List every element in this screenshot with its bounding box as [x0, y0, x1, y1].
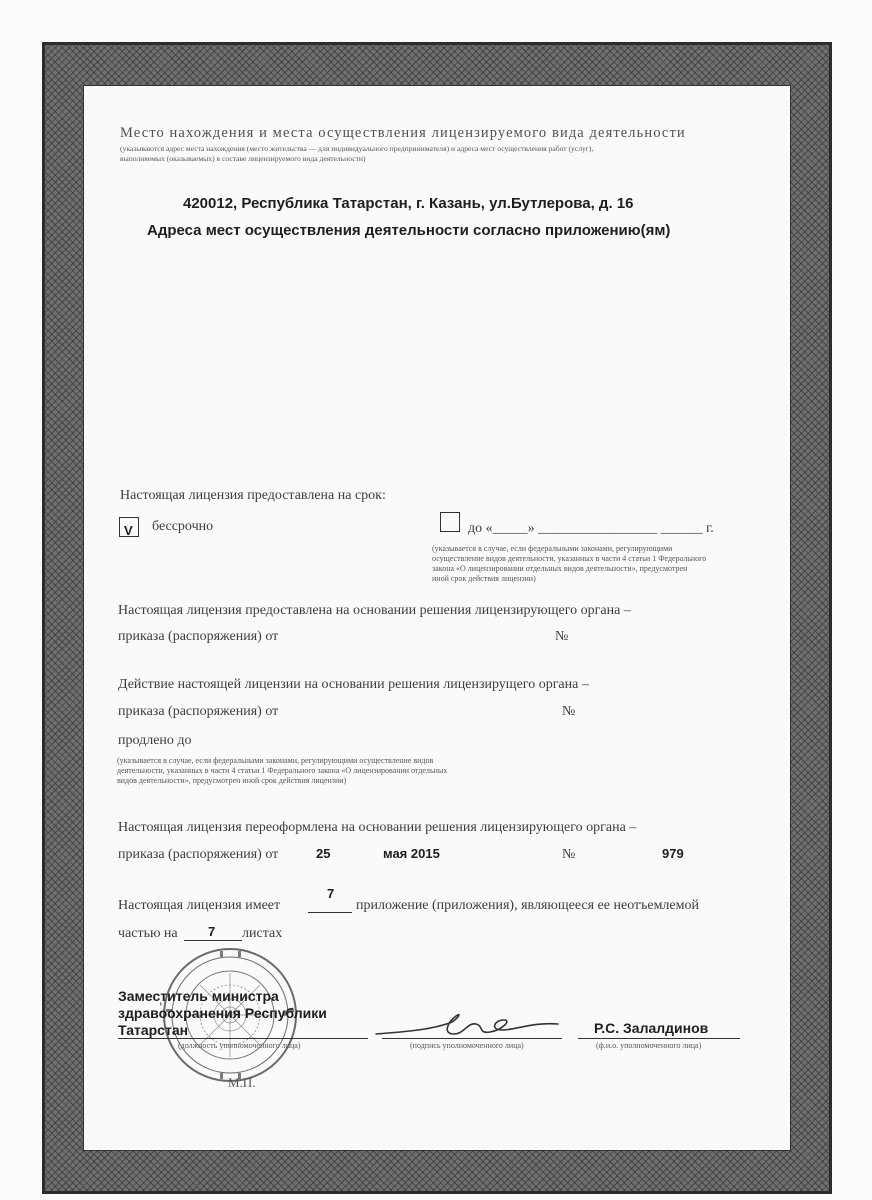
term-intro: Настоящая лицензия предоставлена на срок: [120, 488, 386, 503]
location-note-line1: (указываются адрес места нахождения (место жительства — для индивидуального предпринимателя) и адреса мест осуществления работ (услуг), [120, 144, 594, 153]
name-underline [578, 1038, 740, 1039]
position-caption: (должность уполномоченного лица) [178, 1041, 301, 1050]
signatory-name: Р.С. Залалдинов [594, 1020, 709, 1036]
appendix-line1-end: приложение (приложения), являющееся ее неотъемлемой [356, 898, 699, 913]
address: 420012, Республика Татарстан, г. Казань, ул.Бутлерова, д. 16 [183, 195, 634, 212]
until-note-line2: осуществление видов деятельности, указанных в части 4 статьи 1 Федерального [432, 554, 707, 563]
until-note-line3: закона «О лицензировании отдельных видов деятельности», предусмотрен [432, 564, 688, 573]
position-underline [118, 1038, 368, 1039]
reissue-day: 25 [316, 846, 331, 861]
location-heading: Место нахождения и места осуществления лицензируемого вида деятельности [120, 125, 686, 141]
appendix-line2-start: частью на [118, 926, 178, 941]
reissue-number: 979 [662, 846, 684, 861]
until-checkbox[interactable] [440, 512, 460, 532]
appendix-sheets: 7 [208, 924, 216, 939]
stamp-mark: М.П. [228, 1075, 256, 1090]
extended-until: продлено до [118, 733, 192, 748]
appendix-sheets-underline [184, 940, 242, 941]
signature-underline [382, 1038, 562, 1039]
position-line3: Татарстан [118, 1022, 189, 1038]
appendix-count-underline [308, 912, 352, 913]
handwritten-signature [372, 1008, 562, 1042]
indefinite-checkmark: V [124, 523, 133, 538]
extension-line2: приказа (распоряжения) от [118, 704, 279, 719]
basis-number-sign: № [555, 629, 569, 644]
appendix-count: 7 [327, 886, 335, 901]
position-line2: здравоохранения Республики [118, 1005, 327, 1021]
position-line1: Заместитель министра [118, 988, 279, 1004]
until-note-line4: иной срок действия лицензии) [432, 574, 536, 583]
extension-line1: Действие настоящей лицензии на основании решения лицензирущего органа – [118, 677, 589, 692]
extension-note-line1: (указывается в случае, если федеральными законами, регулирующими осуществление видов [117, 756, 434, 765]
indefinite-label: бессрочно [152, 519, 214, 534]
reissue-month-year: мая 2015 [383, 846, 440, 861]
until-label: до «_____» _________________ ______ г. [468, 521, 714, 536]
location-note-line2: выполняемых (оказываемых) в составе лицензируемого вида деятельности) [120, 154, 366, 163]
name-caption: (ф.и.о. уполномоченного лица) [596, 1041, 702, 1050]
appendix-line1-start: Настоящая лицензия имеет [118, 898, 281, 913]
reissue-line1: Настоящая лицензия переоформлена на основании решения лицензирующего органа – [118, 820, 637, 835]
appendix-line2-end: листах [242, 926, 283, 941]
extension-number-sign: № [562, 704, 576, 719]
basis-line2: приказа (распоряжения) от [118, 629, 279, 644]
basis-line1: Настоящая лицензия предоставлена на основании решения лицензирующего органа – [118, 603, 631, 618]
reissue-number-sign: № [562, 847, 576, 862]
reissue-line2: приказа (распоряжения) от [118, 847, 279, 862]
addresses-note: Адреса мест осуществления деятельности согласно приложению(ям) [147, 222, 671, 239]
extension-note-line3: видов деятельности», предусмотрен иной срок действия лицензии) [117, 776, 347, 785]
extension-note-line2: деятельности, указанных в части 4 статьи 1 Федерального закона «О лицензировании отдельных [117, 766, 448, 775]
until-note-line1: (указывается в случае, если федеральными законами, регулирующими [432, 544, 673, 553]
signature-caption: (подпись уполномоченного лица) [410, 1041, 524, 1050]
